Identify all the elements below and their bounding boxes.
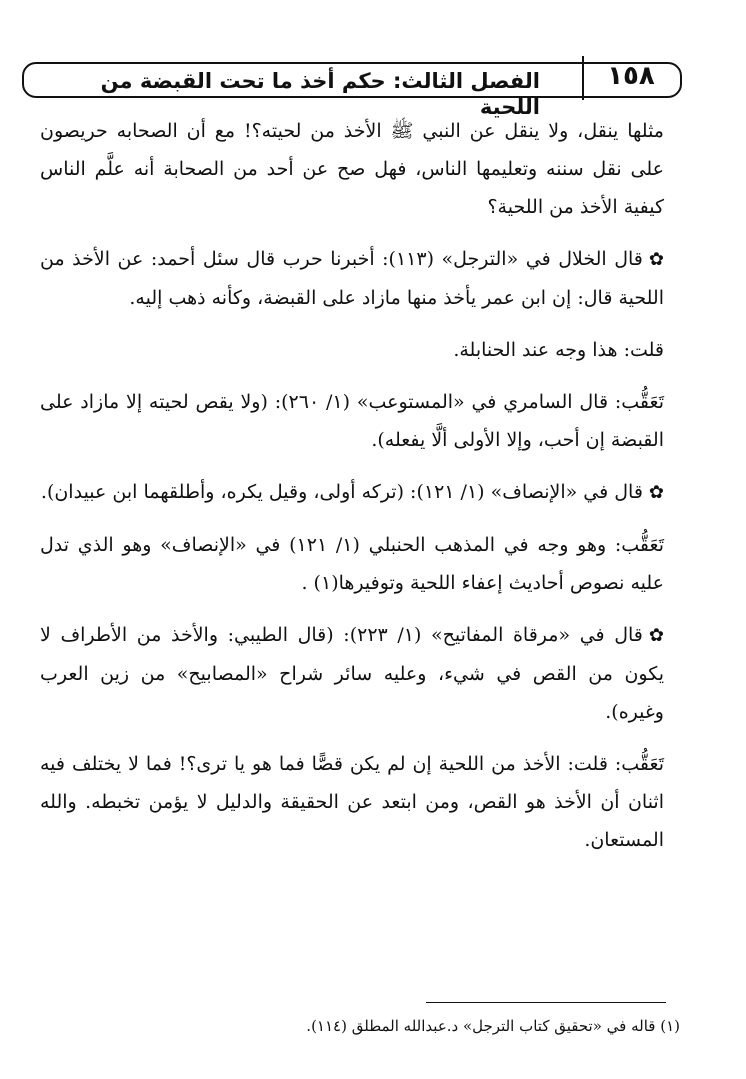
paragraph [40,383,664,459]
footnote-separator [426,1002,666,1003]
flower-star-icon: ✿ [648,482,664,503]
paragraph [40,473,664,512]
flower-star-icon: ✿ [648,625,664,646]
paragraph [40,616,664,731]
paragraph-text: قال في «الإنصاف» (١/ ١٢١): (تركه أولى، وقيل يكره، وأطلقهما ابن عبيدان). [40,481,643,503]
paragraph [40,112,664,226]
page-number: ١٥٨ [607,61,655,91]
paragraph-text: تَعَقُّب: قلت: الأخذ من اللحية إن لم يكن قصًّا فما هو يا ترى؟! فما لا يختلف فيه اثنان أن الأخذ هو القص، ومن ابتعد عن الحقيقة والدليل لا يؤمن تخبطه. والله المستعان. [40,753,664,851]
footnote: (١) قاله في «تحقيق كتاب الترجل» د.عبدالله المطلق (١١٤). [306,1017,680,1035]
paragraph-text: مثلها ينقل، ولا ينقل عن النبي ﷺ الأخذ من لحيته؟! مع أن الصحابه حريصون على نقل سننه وتعليمها الناس، فهل صح عن أحد من الصحابة أنه علَّم الناس كيفية الأخذ من اللحية؟ [40,120,664,218]
paragraph-text: تَعَقُّب: وهو وجه في المذهب الحنبلي (١/ ١٢١) في «الإنصاف» وهو الذي تدل عليه نصوص أحاديث إعفاء اللحية وتوفيرها(١) . [40,534,664,594]
paragraph-text: قال الخلال في «الترجل» (١١٣): أخبرنا حرب قال سئل أحمد: عن الأخذ من اللحية قال: إن ابن عمر يأخذ منها مازاد على القبضة، وكأنه ذهب إليه. [40,248,664,309]
paragraph-text: قلت: هذا وجه عند الحنابلة. [453,339,664,361]
paragraph-text: تَعَقُّب: قال السامري في «المستوعب» (١/ ٢٦٠): (ولا يقص لحيته إلا مازاد على القبضة إن أحب، وإلا الأولى ألَّا يفعله). [40,391,664,451]
main-text [40,112,664,873]
paragraph [40,745,664,859]
paragraph [40,240,664,317]
paragraph [40,331,664,369]
paragraph-text: قال في «مرقاة المفاتيح» (١/ ٢٢٣): (قال الطيبي: والأخذ من الأطراف لا يكون من القص في شيء، وعليه سائر شراح «المصابيح» من زين العرب وغيره). [40,624,664,723]
paragraph [40,526,664,602]
chapter-title: الفصل الثالث: حكم أخذ ما تحت القبضة من اللحية [100,69,540,119]
flower-star-icon: ✿ [648,249,664,270]
